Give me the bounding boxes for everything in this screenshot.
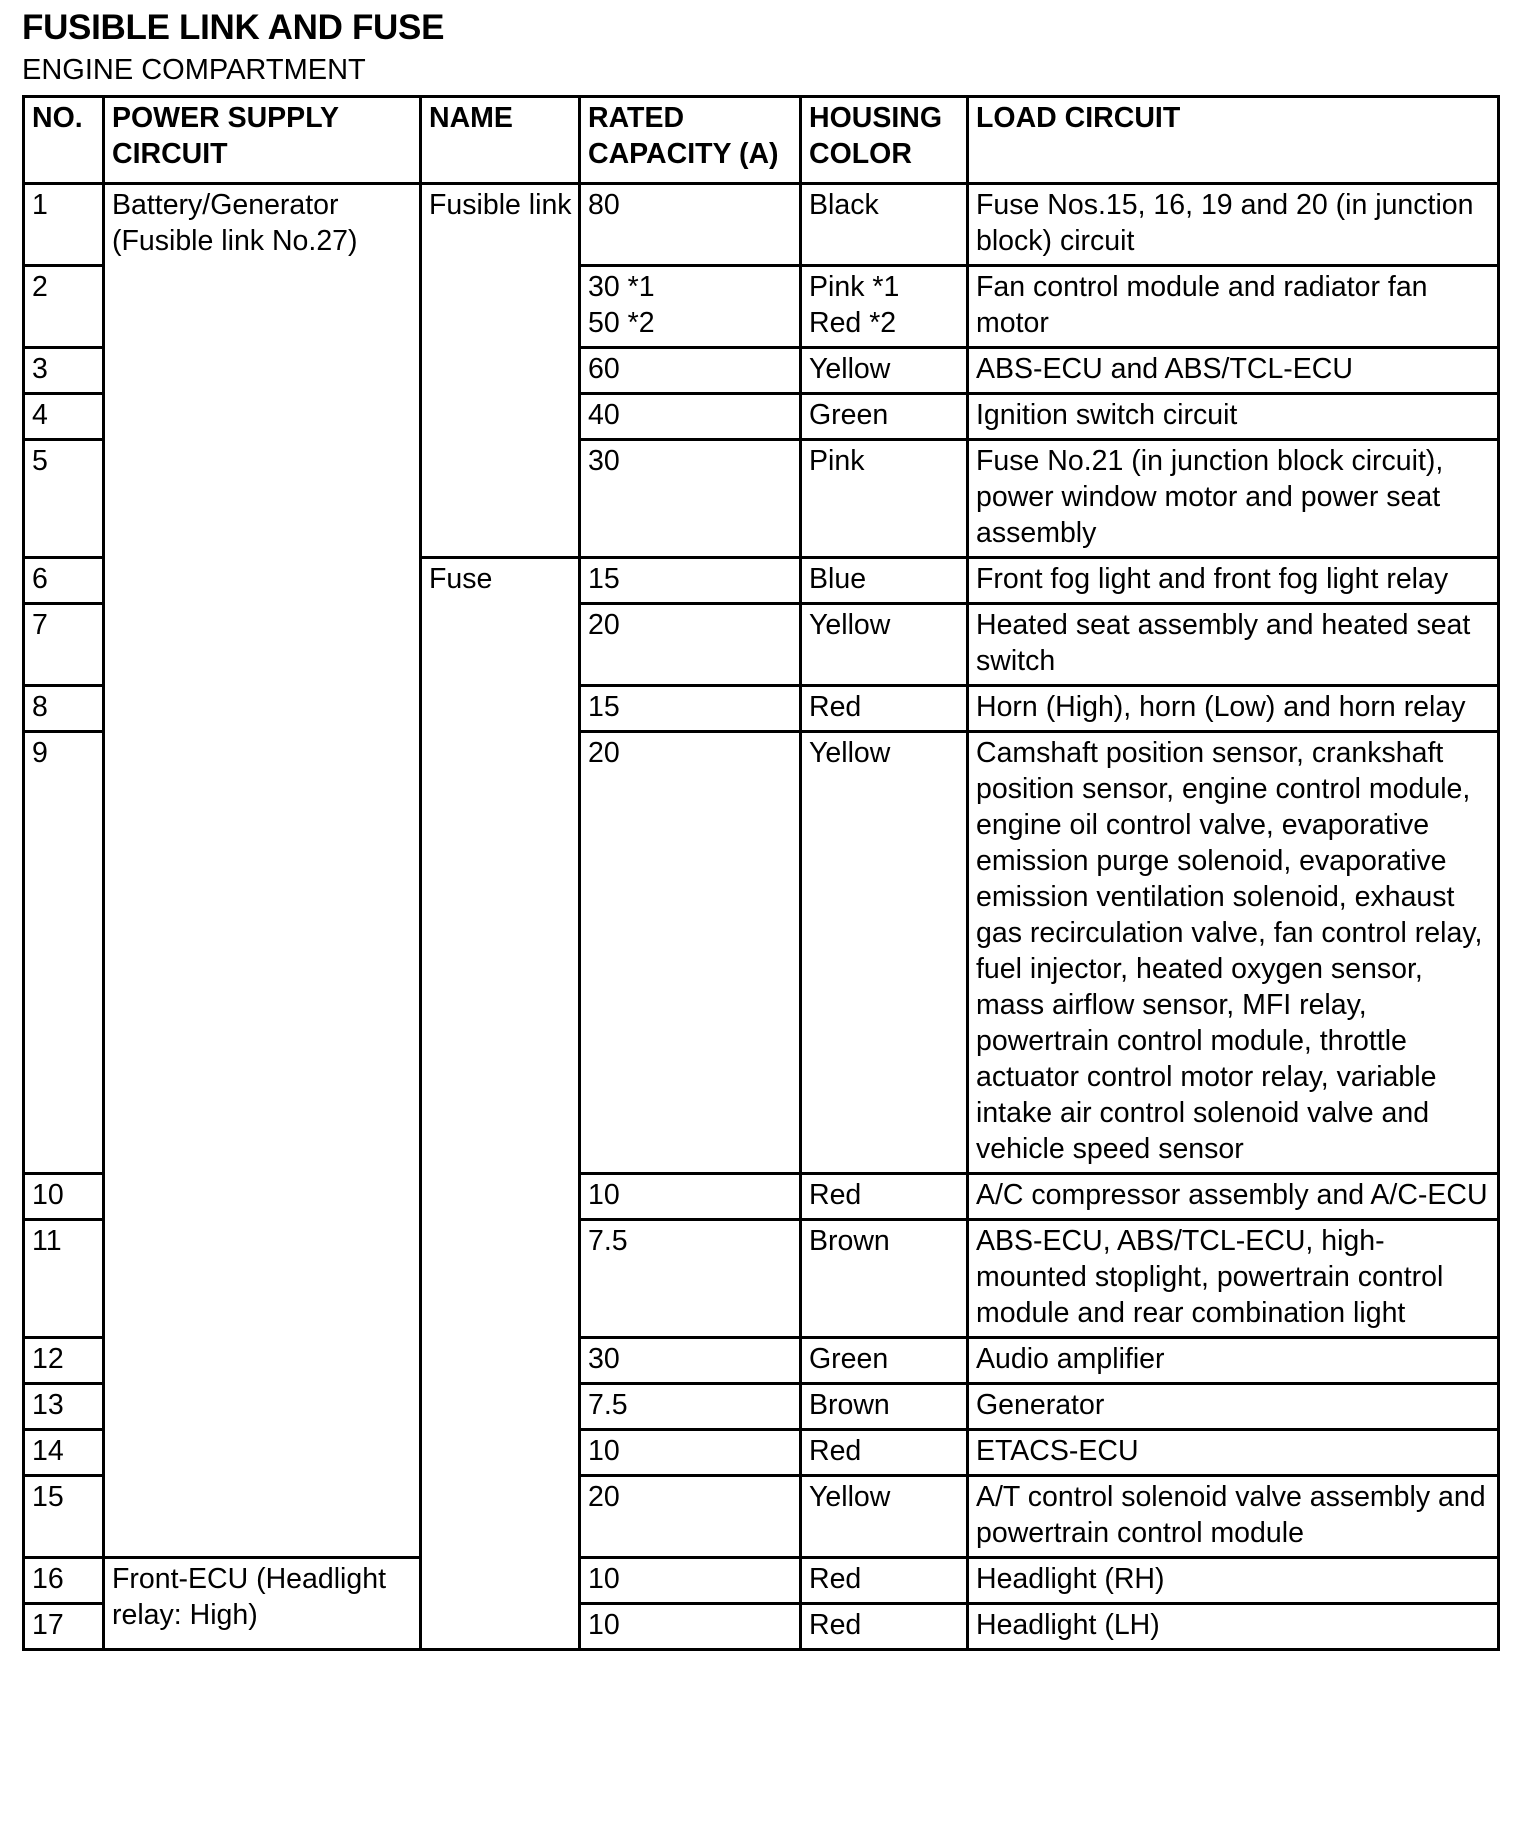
- section-subtitle: ENGINE COMPARTMENT: [22, 54, 366, 86]
- housing-color: Yellow: [801, 348, 968, 394]
- housing-color: Yellow: [801, 732, 968, 1174]
- header-power-supply: POWER SUPPLY CIRCUIT: [104, 97, 421, 184]
- rated-capacity: 15: [580, 558, 801, 604]
- fuse-table: [22, 95, 1500, 1651]
- fuse-number: 17: [24, 1604, 104, 1650]
- load-circuit: Horn (High), horn (Low) and horn relay: [968, 686, 1499, 732]
- header-housing-color: HOUSING COLOR: [801, 97, 968, 184]
- housing-color: Green: [801, 394, 968, 440]
- rated-capacity: 30: [580, 1338, 801, 1384]
- rated-capacity: 20: [580, 732, 801, 1174]
- header-no: NO.: [24, 97, 104, 184]
- housing-color: Red: [801, 686, 968, 732]
- rated-capacity: 20: [580, 604, 801, 686]
- load-circuit: Fuse No.21 (in junction block circuit), power window motor and power seat assembly: [968, 440, 1499, 558]
- housing-color: Black: [801, 184, 968, 266]
- fuse-number: 7: [24, 604, 104, 686]
- fuse-number: 2: [24, 266, 104, 348]
- housing-color: Green: [801, 1338, 968, 1384]
- load-circuit: ABS-ECU and ABS/TCL-ECU: [968, 348, 1499, 394]
- load-circuit: A/T control solenoid valve assembly and powertrain control module: [968, 1476, 1499, 1558]
- header-load-circuit: LOAD CIRCUIT: [968, 97, 1499, 184]
- power-supply-circuit: Front-ECU (Headlight relay: High): [104, 1558, 421, 1650]
- housing-color: Red: [801, 1174, 968, 1220]
- fuse-number: 9: [24, 732, 104, 1174]
- load-circuit: Headlight (LH): [968, 1604, 1499, 1650]
- fuse-number: 14: [24, 1430, 104, 1476]
- rated-capacity: 15: [580, 686, 801, 732]
- rated-capacity: 30: [580, 440, 801, 558]
- housing-color: Brown: [801, 1220, 968, 1338]
- load-circuit: ETACS-ECU: [968, 1430, 1499, 1476]
- load-circuit: A/C compressor assembly and A/C-ECU: [968, 1174, 1499, 1220]
- rated-capacity: 60: [580, 348, 801, 394]
- fuse-number: 15: [24, 1476, 104, 1558]
- fuse-number: 1: [24, 184, 104, 266]
- rated-capacity: 10: [580, 1174, 801, 1220]
- table-row: [24, 1558, 1499, 1604]
- load-circuit: Generator: [968, 1384, 1499, 1430]
- fuse-number: 11: [24, 1220, 104, 1338]
- fuse-number: 3: [24, 348, 104, 394]
- load-circuit: Front fog light and front fog light relay: [968, 558, 1499, 604]
- page-title: FUSIBLE LINK AND FUSE: [22, 8, 445, 47]
- fuse-number: 12: [24, 1338, 104, 1384]
- power-supply-circuit: Battery/Generator (Fusible link No.27): [104, 184, 421, 1558]
- housing-color: Yellow: [801, 604, 968, 686]
- header-rated-capacity: RATED CAPACITY (A): [580, 97, 801, 184]
- load-circuit: Fuse Nos.15, 16, 19 and 20 (in junction block) circuit: [968, 184, 1499, 266]
- rated-capacity: 7.5: [580, 1220, 801, 1338]
- fuse-type-name: Fusible link: [421, 184, 580, 558]
- housing-color: Brown: [801, 1384, 968, 1430]
- housing-color: Red: [801, 1558, 968, 1604]
- fuse-number: 6: [24, 558, 104, 604]
- housing-color: Pink: [801, 440, 968, 558]
- rated-capacity: 40: [580, 394, 801, 440]
- fuse-number: 13: [24, 1384, 104, 1430]
- housing-color: Red: [801, 1604, 968, 1650]
- load-circuit: Headlight (RH): [968, 1558, 1499, 1604]
- rated-capacity: 10: [580, 1558, 801, 1604]
- rated-capacity: 10: [580, 1604, 801, 1650]
- load-circuit: Heated seat assembly and heated seat switch: [968, 604, 1499, 686]
- fuse-number: 5: [24, 440, 104, 558]
- table-row: [24, 184, 1499, 266]
- load-circuit: Ignition switch circuit: [968, 394, 1499, 440]
- fuse-number: 16: [24, 1558, 104, 1604]
- fuse-number: 8: [24, 686, 104, 732]
- housing-color: Blue: [801, 558, 968, 604]
- fuse-type-name: Fuse: [421, 558, 580, 1650]
- housing-color: Pink *1 Red *2: [801, 266, 968, 348]
- table-header-row: [24, 97, 1499, 184]
- load-circuit: Fan control module and radiator fan motor: [968, 266, 1499, 348]
- housing-color: Yellow: [801, 1476, 968, 1558]
- header-name: NAME: [421, 97, 580, 184]
- rated-capacity: 80: [580, 184, 801, 266]
- rated-capacity: 30 *1 50 *2: [580, 266, 801, 348]
- load-circuit: Camshaft position sensor, crankshaft position sensor, engine control module, engine oil control valve, evaporative emission purge solenoid, evaporative emission ventilation solenoid, exhaust gas recirculation valve, fan control relay, fuel injector, heated oxygen sensor, mass airflow sensor, MFI relay, powertrain control module, throttle actuator control motor relay, variable intake air control solenoid valve and vehicle speed sensor: [968, 732, 1499, 1174]
- rated-capacity: 10: [580, 1430, 801, 1476]
- rated-capacity: 20: [580, 1476, 801, 1558]
- fuse-number: 10: [24, 1174, 104, 1220]
- housing-color: Red: [801, 1430, 968, 1476]
- load-circuit: Audio amplifier: [968, 1338, 1499, 1384]
- fuse-number: 4: [24, 394, 104, 440]
- rated-capacity: 7.5: [580, 1384, 801, 1430]
- load-circuit: ABS-ECU, ABS/TCL-ECU, high-mounted stoplight, powertrain control module and rear combination light: [968, 1220, 1499, 1338]
